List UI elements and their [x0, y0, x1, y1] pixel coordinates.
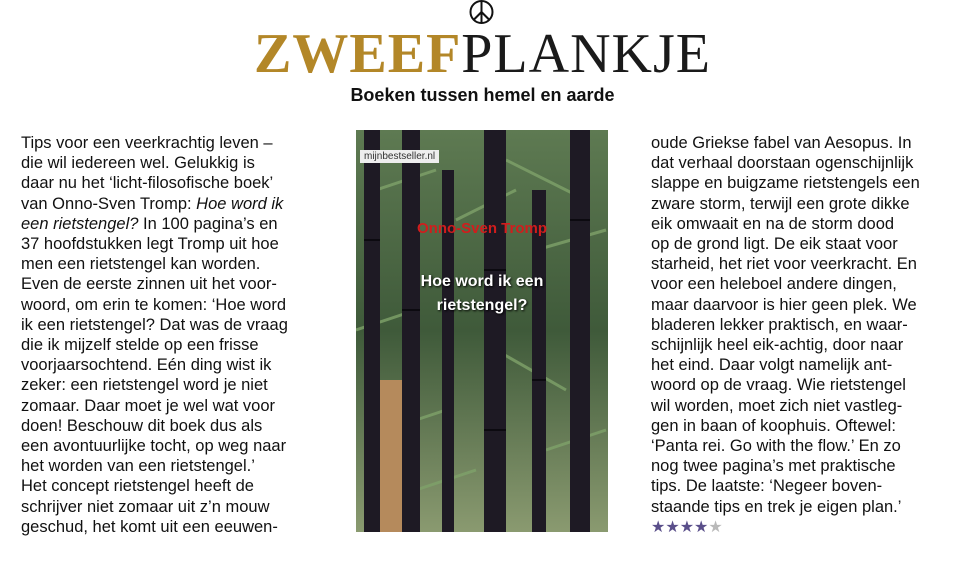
text-line: een avontuurlijke tocht, op weg naar	[21, 437, 287, 456]
peace-symbol-icon	[466, 0, 497, 24]
text-line: die ik mijzelf stelde op een frisse	[21, 336, 259, 355]
text-line: men een rietstengel kan worden.	[21, 255, 261, 274]
book-title-italic: een rietstengel?	[21, 214, 139, 233]
text-line: staande tips en trek je eigen plan.’	[651, 497, 902, 516]
star-rating	[651, 517, 723, 537]
text-line	[21, 194, 321, 214]
cover-title	[386, 270, 578, 318]
text-line: zomaar. Daar moet je wel wat voor	[21, 396, 276, 415]
text-line: woord, om erin te komen: ‘Hoe word	[21, 295, 287, 314]
publisher-label: mijnbestseller.nl	[360, 150, 439, 163]
text-line: starheid, het riet voor veerkracht. En	[651, 255, 917, 274]
empty-star-icon: ★	[708, 519, 723, 536]
masthead-title	[0, 23, 965, 85]
text-line: voor een heleboel andere dingen,	[651, 275, 897, 294]
text-line: gen in baan of koophuis. Oftewel:	[651, 416, 896, 435]
book-title-italic: Hoe word ik	[196, 194, 284, 213]
text-fragment: In 100 pagina’s en	[138, 214, 278, 233]
text-line: doen! Beschouw dit boek dus als	[21, 416, 263, 435]
text-line: het eind. Daar volgt namelijk ant-	[651, 356, 893, 375]
book-cover-image	[356, 130, 608, 532]
text-line: dat verhaal doorstaan ogenschijnlijk	[651, 154, 914, 173]
text-line: Even de eerste zinnen uit het voor-	[21, 275, 277, 294]
masthead-word-zweef: ZWEEF	[254, 23, 462, 85]
text-line: voorjaarsochtend. Eén ding wist ik	[21, 356, 272, 375]
right-text-column	[651, 133, 951, 517]
cover-title-line: Hoe word ik een	[420, 273, 544, 290]
text-line: daar nu het ‘licht-filosofische boek’	[21, 174, 274, 193]
text-line: het worden van een rietstengel.’	[21, 457, 255, 476]
left-text-column	[21, 133, 321, 537]
text-line	[21, 214, 321, 234]
text-line: Tips voor een veerkrachtig leven –	[21, 134, 273, 152]
text-line: eik omwaait en na de storm dood	[651, 214, 895, 233]
text-line: bladeren lekker praktisch, en waar-	[651, 315, 908, 334]
cover-author: Onno-Sven Tromp	[416, 220, 547, 237]
text-line: Het concept rietstengel heeft de	[21, 477, 254, 496]
filled-star-icons: ★★★★	[651, 519, 709, 536]
text-line: zeker: een rietstengel word je niet	[21, 376, 268, 395]
text-line: woord op de vraag. Wie rietstengel	[651, 376, 906, 395]
text-line: wil worden, moet zich niet vastleg-	[651, 396, 903, 415]
text-line: 37 hoofdstukken legt Tromp uit hoe	[21, 235, 279, 254]
cover-title-line: rietstengel?	[436, 297, 528, 314]
text-line: zware storm, terwijl een grote dikke	[651, 194, 910, 213]
text-line: die wil iedereen wel. Gelukkig is	[21, 154, 255, 173]
text-fragment: van Onno-Sven Tromp:	[21, 194, 197, 213]
text-line: maar daarvoor is hier geen plek. We	[651, 295, 917, 314]
masthead-word-plankje: PLANKJE	[461, 23, 711, 85]
text-line: schijnlijk heel eik-achtig, door naar	[651, 336, 904, 355]
text-line: oude Griekse fabel van Aesopus. In	[651, 134, 912, 152]
text-line: op de grond ligt. De eik staat voor	[651, 235, 898, 254]
text-line: nog twee pagina’s met praktische	[651, 457, 896, 476]
page-subtitle: Boeken tussen hemel en aarde	[350, 85, 615, 105]
text-line: ‘Panta rei. Go with the flow.’ En zo	[651, 437, 901, 456]
bamboo-illustration	[356, 130, 608, 532]
text-line: geschud, het komt uit een eeuwen-	[21, 517, 278, 536]
text-line: tips. De laatste: ‘Negeer boven-	[651, 477, 883, 496]
text-line: schrijver niet zomaar uit z’n mouw	[21, 497, 270, 516]
text-line: ik een rietstengel? Dat was de vraag	[21, 315, 288, 334]
text-line: slappe en buigzame rietstengels een	[651, 174, 920, 193]
